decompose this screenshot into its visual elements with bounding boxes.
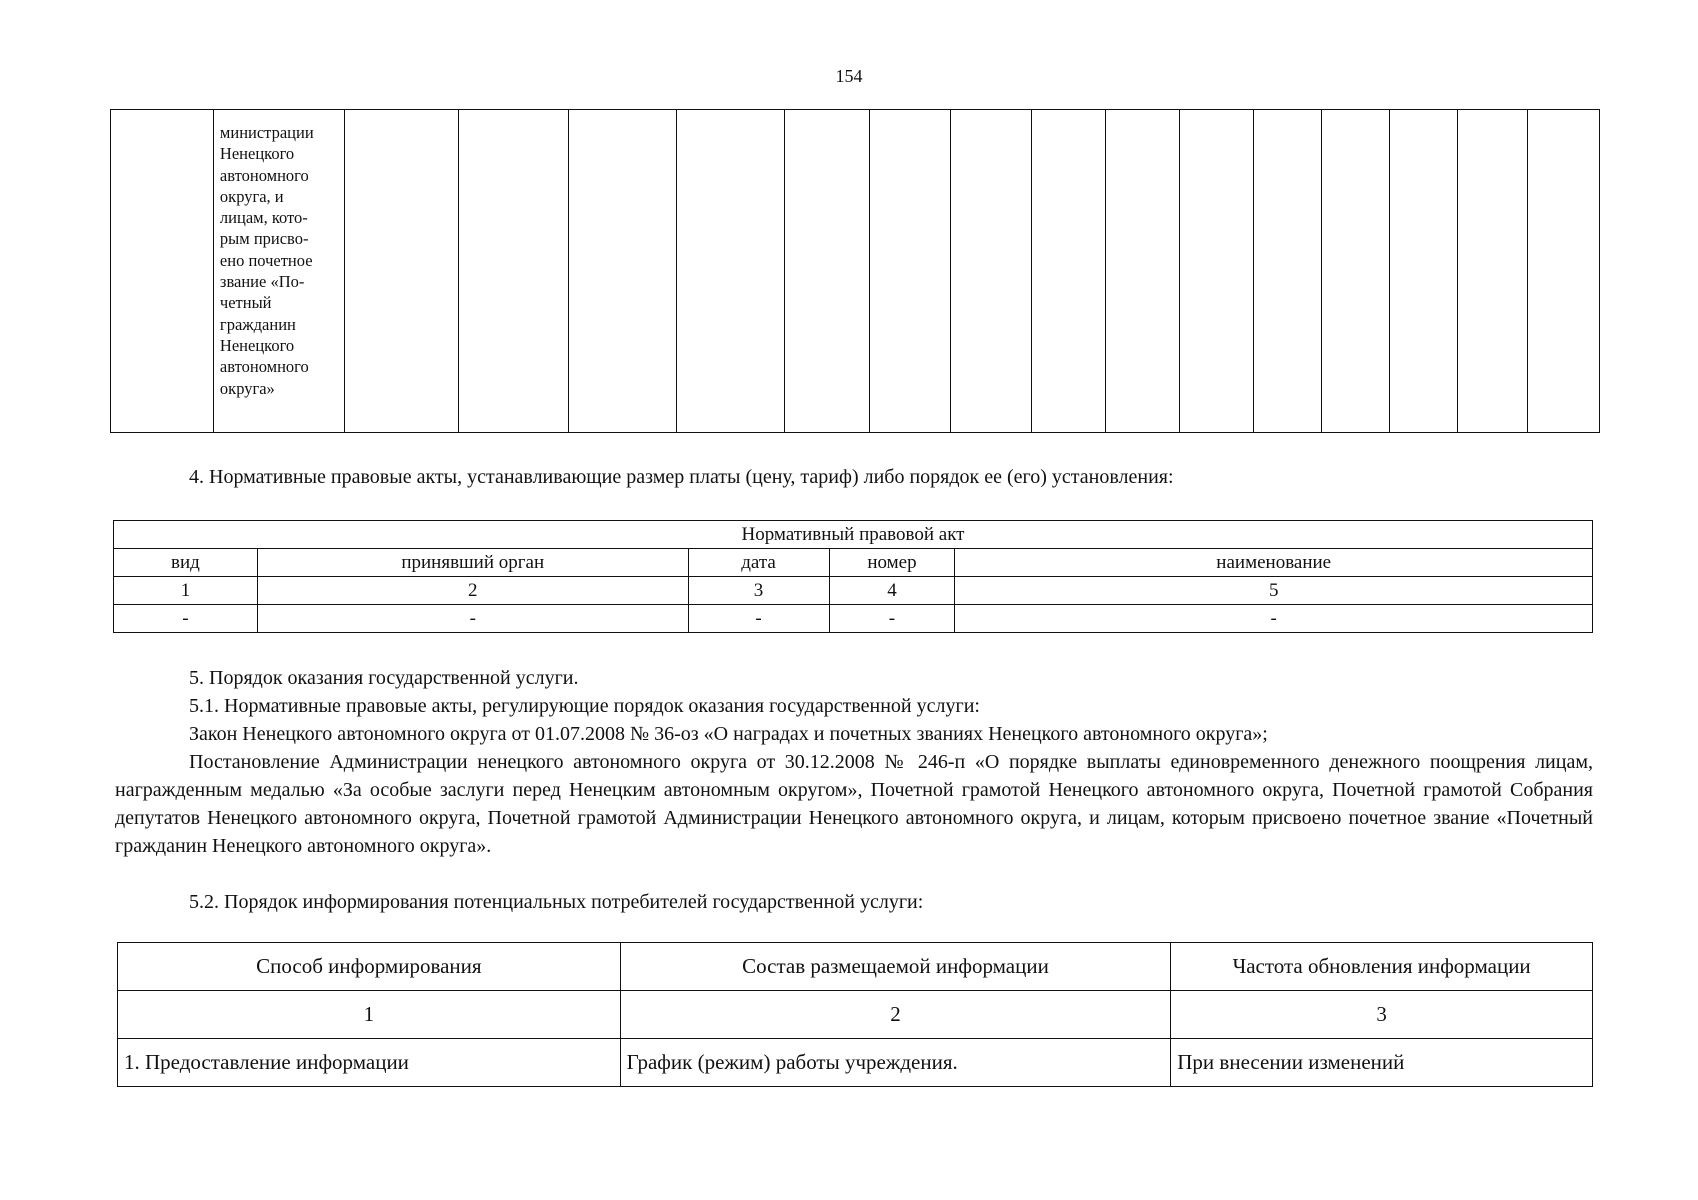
header-organ: принявший орган <box>257 549 688 577</box>
table-cell: 2 <box>620 991 1171 1039</box>
section-4-heading: 4. Нормативные правовые акты, устанавливающие размер платы (цену, тариф) либо порядок ее (его) установления: <box>189 466 1174 488</box>
table-number-row <box>118 991 1593 1039</box>
table-cell <box>111 110 214 433</box>
table-row <box>114 605 1593 633</box>
cell-text: министрации Ненецкого автономного округа, и лицам, кото- рым присво- ено почетное звание «По- четный гражданин Ненецкого автономного округа» <box>219 123 314 398</box>
table-cell <box>1322 110 1390 433</box>
decree-reference: Постановление Администрации ненецкого автономного округа от 30.12.2008 № 246-п «О порядке выплаты единовременного денежного поощрения лицам, награжденным медалью «За особые заслуги перед Ненецким автономным округом», Почетной грамотой Ненецкого автономного округа, Почетной грамотой Собрания депутатов Ненецкого автономного округа, Почетной грамотой Администрации Ненецкого автономного округа, и лицам, которым присвоено почетное звание «Почетный гражданин Ненецкого автономного округа». <box>115 751 1593 857</box>
table-cell <box>1390 110 1458 433</box>
table-cell: 1 <box>114 577 258 605</box>
table-cell <box>458 110 568 433</box>
table-row <box>118 1039 1593 1087</box>
table-cell: - <box>688 605 829 633</box>
table-cell <box>344 110 458 433</box>
table-cell: 1 <box>118 991 621 1039</box>
table-cell: 4 <box>829 577 955 605</box>
table-cell <box>1527 110 1599 433</box>
section-5-2-heading: 5.2. Порядок информирования потенциальных потребителей государственной услуги: <box>189 891 924 913</box>
table-cell: - <box>114 605 258 633</box>
table-cell: 3 <box>1171 991 1593 1039</box>
table-cell <box>1106 110 1180 433</box>
table-cell <box>213 110 344 433</box>
table-cell <box>1180 110 1254 433</box>
table-cell: - <box>829 605 955 633</box>
table-number-row <box>114 577 1593 605</box>
table-cell: - <box>955 605 1593 633</box>
table-title: Нормативный правовой акт <box>114 521 1593 549</box>
table-cell <box>568 110 676 433</box>
table-title-row <box>114 521 1593 549</box>
header-name: наименование <box>955 549 1593 577</box>
header-vid: вид <box>114 549 258 577</box>
table-cell <box>1032 110 1106 433</box>
table-header-row <box>118 943 1593 991</box>
section-5-heading: 5. Порядок оказания государственной услуги. <box>189 667 579 689</box>
normative-acts-table <box>113 520 1593 633</box>
table-cell <box>1254 110 1322 433</box>
table-cell <box>870 110 951 433</box>
table-cell: График (режим) работы учреждения. <box>620 1039 1171 1087</box>
table-cell <box>784 110 870 433</box>
table-cell: 2 <box>257 577 688 605</box>
continuation-table <box>110 109 1600 433</box>
table-row <box>111 110 1600 433</box>
table-cell: - <box>257 605 688 633</box>
table-cell: 1. Предоставление информации <box>118 1039 621 1087</box>
section-5-1-heading: 5.1. Нормативные правовые акты, регулирующие порядок оказания государственной услуги: <box>189 695 980 717</box>
table-cell: 5 <box>955 577 1593 605</box>
table-header-row <box>114 549 1593 577</box>
header-number: номер <box>829 549 955 577</box>
page-number: 154 <box>835 66 863 86</box>
table-cell <box>1457 110 1527 433</box>
table-cell: При внесении изменений <box>1171 1039 1593 1087</box>
law-reference: Закон Ненецкого автономного округа от 01.07.2008 № 36-оз «О наградах и почетных званиях Ненецкого автономного округа»; <box>189 723 1268 745</box>
header-frequency: Частота обновления информации <box>1171 943 1593 991</box>
header-date: дата <box>688 549 829 577</box>
table-cell: 3 <box>688 577 829 605</box>
header-content: Состав размещаемой информации <box>620 943 1171 991</box>
table-cell <box>951 110 1032 433</box>
table-cell <box>676 110 784 433</box>
header-method: Способ информирования <box>118 943 621 991</box>
informing-table <box>117 942 1593 1087</box>
